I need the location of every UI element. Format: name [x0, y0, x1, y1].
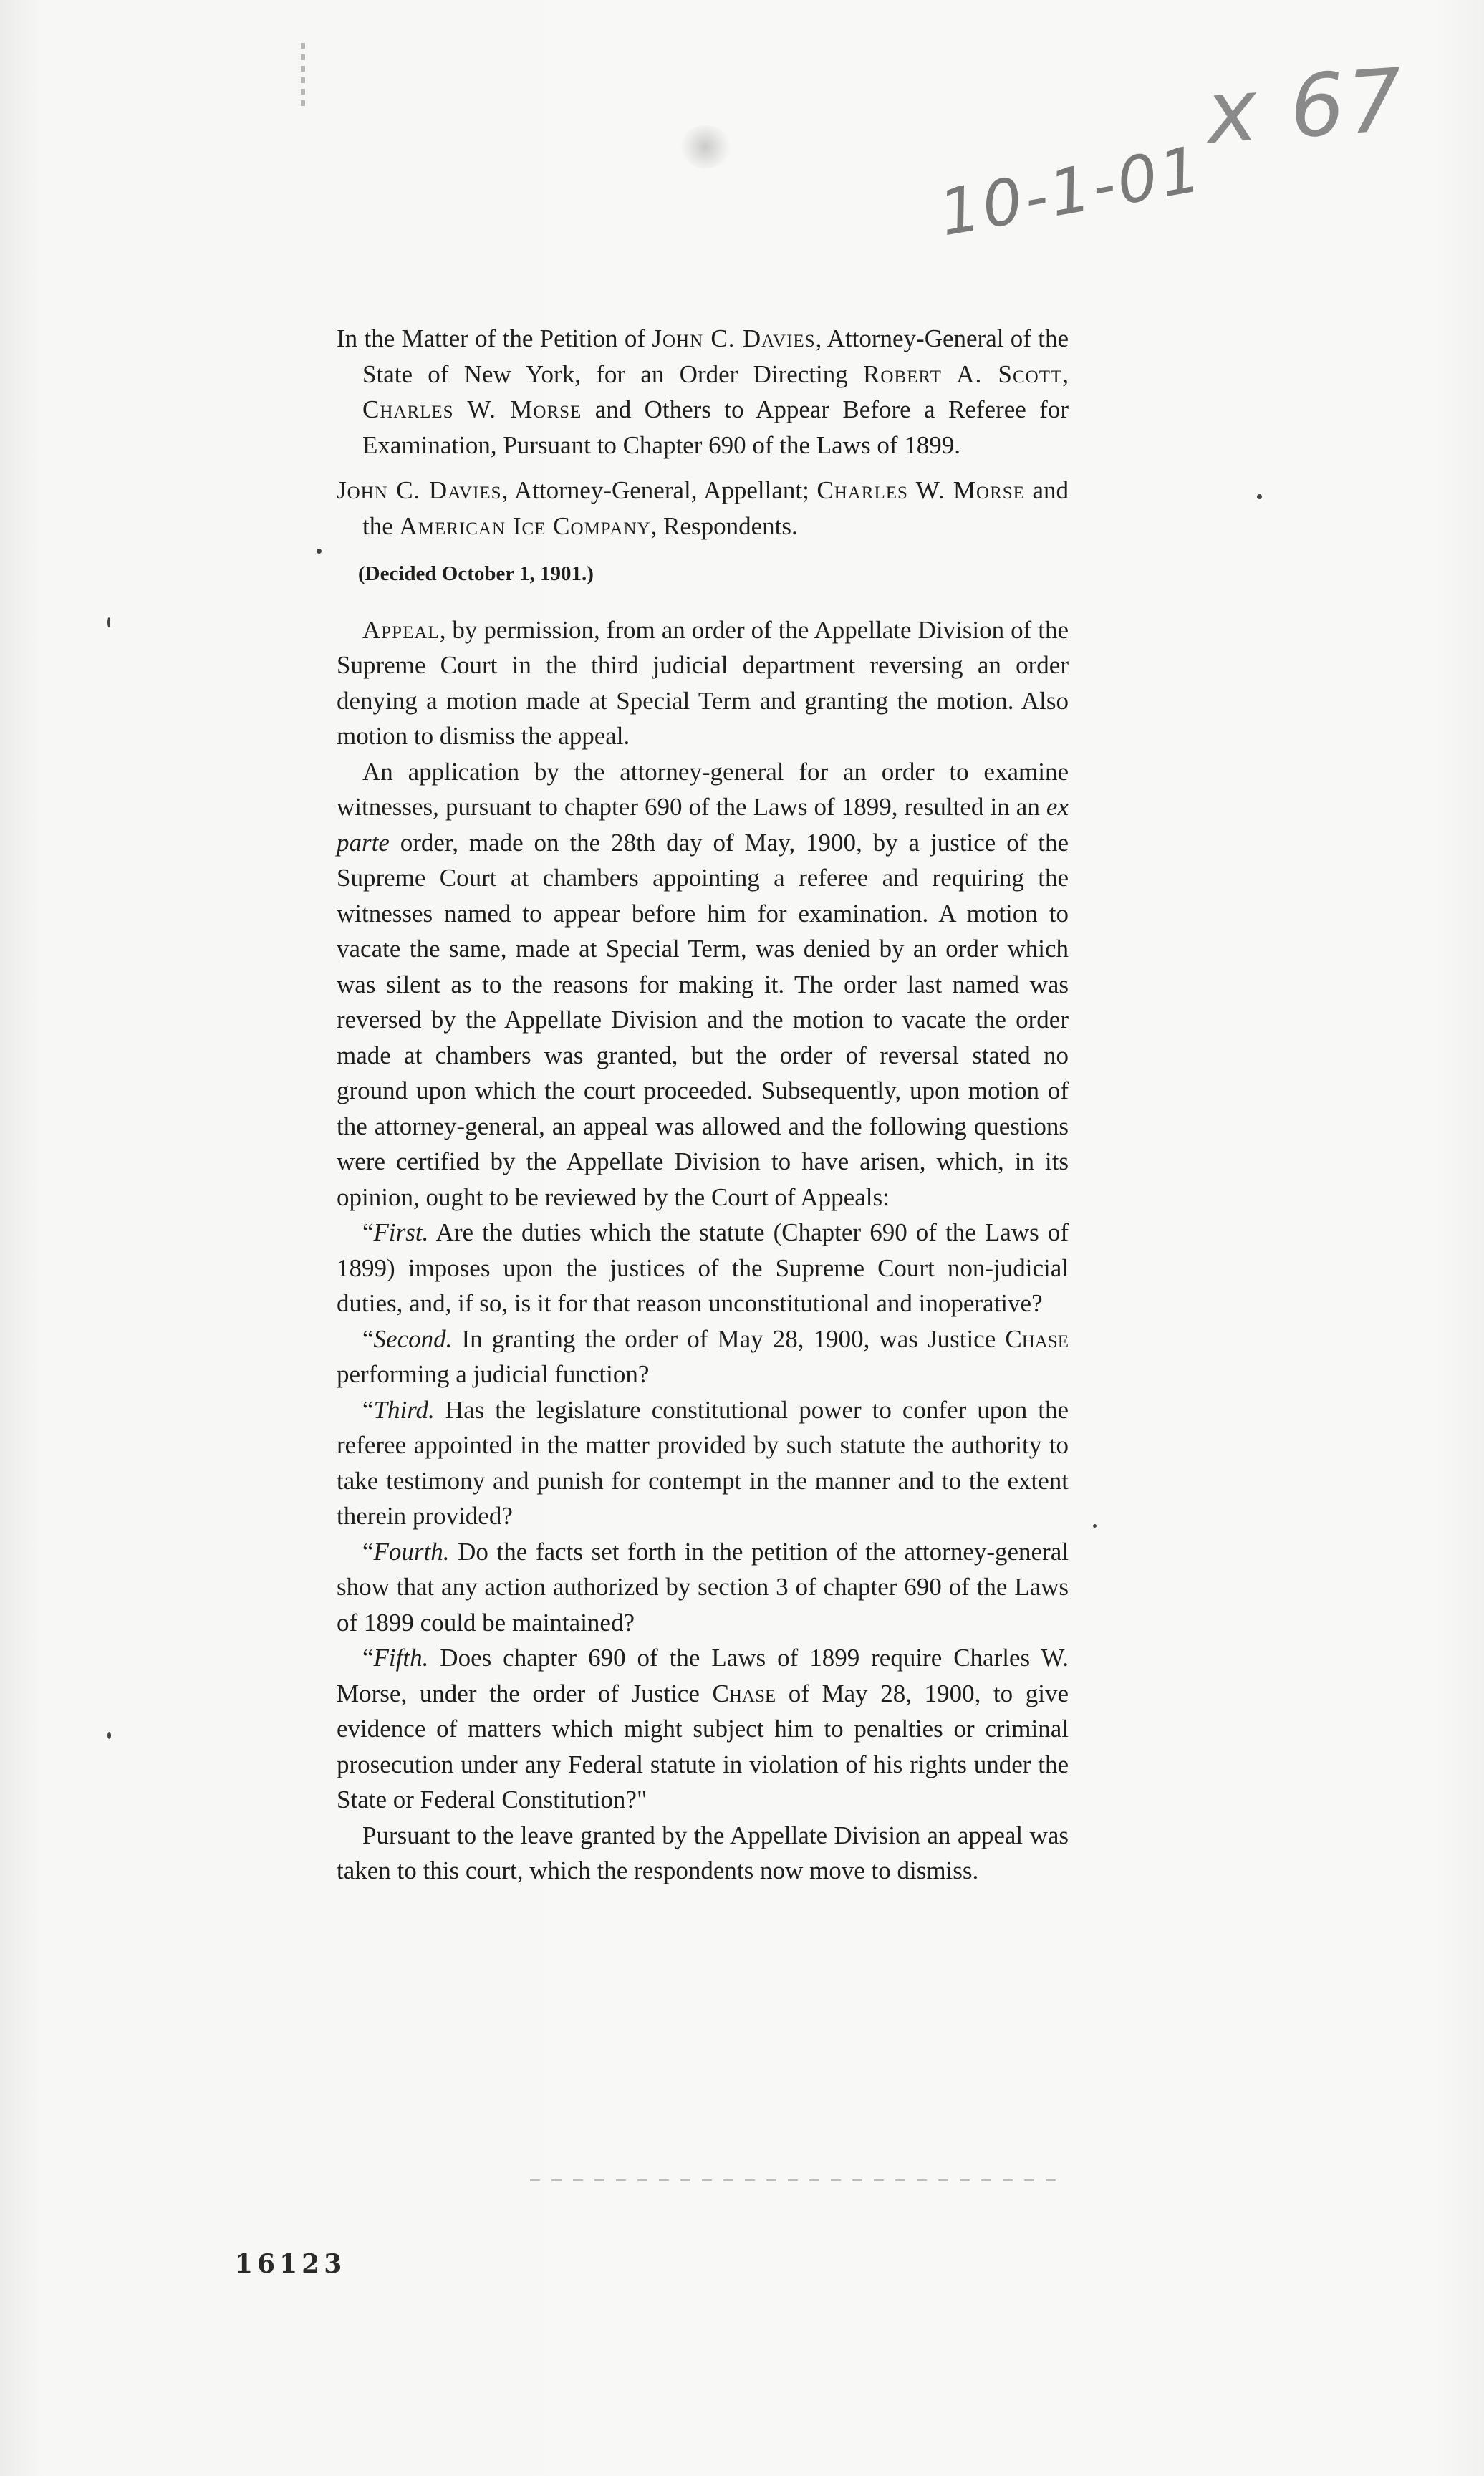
- bottom-rule: [530, 2179, 1060, 2181]
- speck: [107, 1732, 111, 1739]
- parties-line: John C. Davies, Attorney-General, Appellant; Charles W. Morse and the American Ice Company, Respondents.: [337, 476, 1069, 540]
- handwritten-date: 10-1-01: [933, 131, 1209, 251]
- margin-mark: [301, 43, 305, 107]
- question-fifth: “Fifth. Does chapter 690 of the Laws of 1899 require Charles W. Morse, under the order of Justice Chase of May 28, 1900, to give evidence of matters which might subject him to penalties or criminal prosecution under any Federal statute in violation of his rights under the State or Federal Constitution?": [337, 1644, 1069, 1813]
- page-number: 16123: [235, 2249, 347, 2279]
- leave-paragraph: Pursuant to the leave granted by the Appellate Division an appeal was taken to this court, which the respondents now move to dismiss.: [337, 1821, 1069, 1884]
- question-third: “Third. Has the legislature constitutional power to confer upon the referee appointed in the matter provided by such statute the authority to take testimony and punish for contempt in the manner and to the extent therein provided?: [337, 1395, 1069, 1530]
- speck: [1257, 494, 1262, 499]
- question-second: “Second. In granting the order of May 28, 1900, was Justice Chase performing a judicial function?: [337, 1324, 1069, 1388]
- petitioner-name: John C. Davies: [652, 324, 816, 352]
- respondent-name-1: Charles W. Morse: [816, 476, 1025, 504]
- speck: [107, 617, 110, 627]
- decision-date: (Decided October 1, 1901.): [358, 562, 594, 585]
- witness-name-1: Robert A. Scott: [863, 360, 1063, 388]
- speck: [1093, 1524, 1097, 1528]
- appeal-paragraph: Appeal, by permission, from an order of the Appellate Division of the Supreme Court in the third judicial department reversing an order denying a motion made at Special Term and granting the motion. Also motion to dismiss the appeal.: [337, 615, 1069, 750]
- speck: [317, 549, 322, 554]
- respondent-name-2: American Ice Company: [399, 511, 651, 540]
- corner-annotation: x 67: [1203, 50, 1409, 164]
- text-column: [337, 321, 1069, 1889]
- witness-name-2: Charles W. Morse: [362, 395, 582, 423]
- case-caption: In the Matter of the Petition of John C. Davies, Attorney-General of the State of New York, for an Order Directing Robert A. Scott, Charles W. Morse and Others to Appear Before a Referee for Examination, Pursuant to Chapter 690 of the Laws of 1899.: [337, 324, 1069, 459]
- application-paragraph: An application by the attorney-general for an order to examine witnesses, pursuant to chapter 690 of the Laws of 1899, resulted in an ex parte order, made on the 28th day of May, 1900, by a justice of the Supreme Court at chambers appointing a referee and requiring the witnesses named to appear before him for examination. A motion to vacate the same, made at Special Term, was denied by an order which was silent as to the reasons for making it. The order last named was reversed by the Appellate Division and the motion to vacate the order made at chambers was granted, but the order of reversal stated no ground upon which the court proceeded. Subsequently, upon motion of the attorney-general, an appeal was allowed and the following questions were certified by the Appellate Division to have arisen, which, in its opinion, ought to be reviewed by the Court of Appeals:: [337, 757, 1069, 1211]
- appellant-name: John C. Davies: [337, 476, 502, 504]
- question-first: “First. Are the duties which the statute (Chapter 690 of the Laws of 1899) imposes upon the justices of the Supreme Court non-judicial duties, and, if so, is it for that reason unconstitutional and inoperative?: [337, 1218, 1069, 1317]
- ink-smudge: [680, 125, 731, 168]
- question-fourth: “Fourth. Do the facts set forth in the petition of the attorney-general show that any action authorized by section 3 of chapter 690 of the Laws of 1899 could be maintained?: [337, 1537, 1069, 1637]
